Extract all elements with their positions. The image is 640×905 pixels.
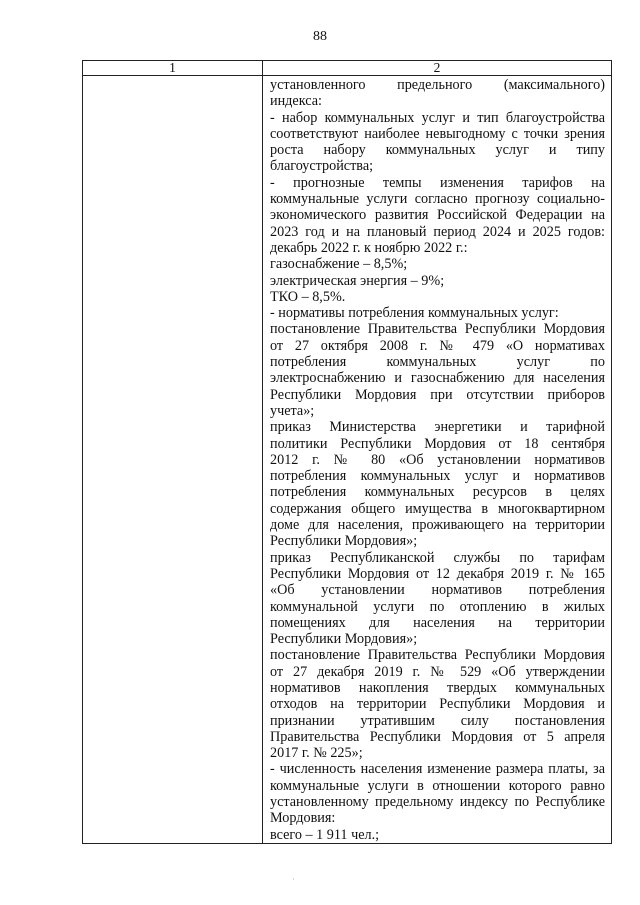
text-line: потребления коммунальных ресурсов в целях <box>270 484 605 501</box>
text-line: - нормативы потребления коммунальных услуг: <box>270 305 559 322</box>
text-line: 2023 год и на плановый период 2024 и 2025 годов: <box>270 223 605 240</box>
page-number: 88 <box>313 29 327 44</box>
text-line: приказ Министерства энергетики и тарифной <box>270 419 605 436</box>
text-line: роста набору коммунальных услуг и типу <box>270 142 605 159</box>
text-line: Мордовия: <box>270 810 336 827</box>
text-line: 2017 г. № 225»; <box>270 745 363 762</box>
text-line: Республики Мордовия»; <box>270 631 418 648</box>
header-col-2: 2 <box>263 61 612 76</box>
text-line: отходов на территории Республики Мордовия и <box>270 696 605 713</box>
table-body-row <box>83 76 612 844</box>
text-line: нормативов накопления твердых коммунальных <box>270 679 605 696</box>
text-line: политики Республики Мордовия от 18 сентября <box>270 435 605 452</box>
text-line: декабрь 2022 г. к ноябрю 2022 г.: <box>270 239 468 256</box>
text-line: ТКО – 8,5%. <box>270 288 346 305</box>
text-line: коммунальные услуги согласно прогнозу социально- <box>270 191 605 208</box>
text-line: электроснабжению и газоснабжению для населения <box>270 370 605 387</box>
text-line: Республики Мордовия»; <box>270 533 418 550</box>
text-line: от 27 октября 2008 г. № 479 «О нормативах <box>270 337 605 354</box>
text-line: электрическая энергия – 9%; <box>270 272 445 289</box>
text-line: содержания общего имущества в многоквартирном <box>270 500 605 517</box>
text-line: Республики Мордовия от 12 декабря 2019 г. № 165 <box>270 565 605 582</box>
text-line: Правительства Республики Мордовия от 5 апреля <box>270 728 605 745</box>
text-line: доме для населения, проживающего на территории <box>270 517 605 534</box>
document-table <box>82 60 612 844</box>
text-line: - прогнозные темпы изменения тарифов на <box>270 174 605 191</box>
text-line: приказ Республиканской службы по тарифам <box>270 549 605 566</box>
text-line: признании утратившим силу постановления <box>270 712 605 729</box>
text-line: постановление Правительства Республики Мордовия <box>270 321 605 338</box>
text-line: «Об установлении нормативов потребления <box>270 582 605 599</box>
text-line: установленного предельного (максимального) <box>270 77 605 93</box>
text-line: 2012 г. № 80 «Об установлении нормативов <box>270 451 605 468</box>
text-line: экономического развития Российской Федерации на <box>270 207 605 224</box>
scan-speck: ˙ <box>292 877 295 886</box>
text-line: всего – 1 911 чел.; <box>270 826 380 843</box>
text-line: - набор коммунальных услуг и тип благоустройства <box>270 109 605 126</box>
text-line: от 27 декабря 2019 г. № 529 «Об утверждении <box>270 663 605 680</box>
text-line: потребления коммунальных услуг и нормативов <box>270 468 605 485</box>
text-line: постановление Правительства Республики Мордовия <box>270 647 605 664</box>
text-cell <box>263 76 612 844</box>
text-line: индекса: <box>270 93 322 110</box>
text-line: газоснабжение – 8,5%; <box>270 256 408 273</box>
header-col-1: 1 <box>83 61 263 76</box>
text-line: помещениях для населения на территории <box>270 614 605 631</box>
text-line: Республики Мордовия при отсутствии приборов <box>270 386 605 403</box>
text-line: благоустройства; <box>270 158 374 175</box>
text-line: - численность населения изменение размера платы, за <box>270 761 605 778</box>
text-line: коммунальные услуги в отношении которого равно <box>270 777 605 794</box>
text-line: учета»; <box>270 402 315 419</box>
empty-cell <box>83 76 263 844</box>
text-line: установленному предельному индексу по Республике <box>270 794 605 811</box>
text-line: потребления коммунальных услуг по <box>270 354 605 371</box>
text-line: соответствуют наиболее невыгодному с точки зрения <box>270 125 605 142</box>
text-line: коммунальной услуги по отоплению в жилых <box>270 598 605 615</box>
table-header-row <box>83 61 612 76</box>
